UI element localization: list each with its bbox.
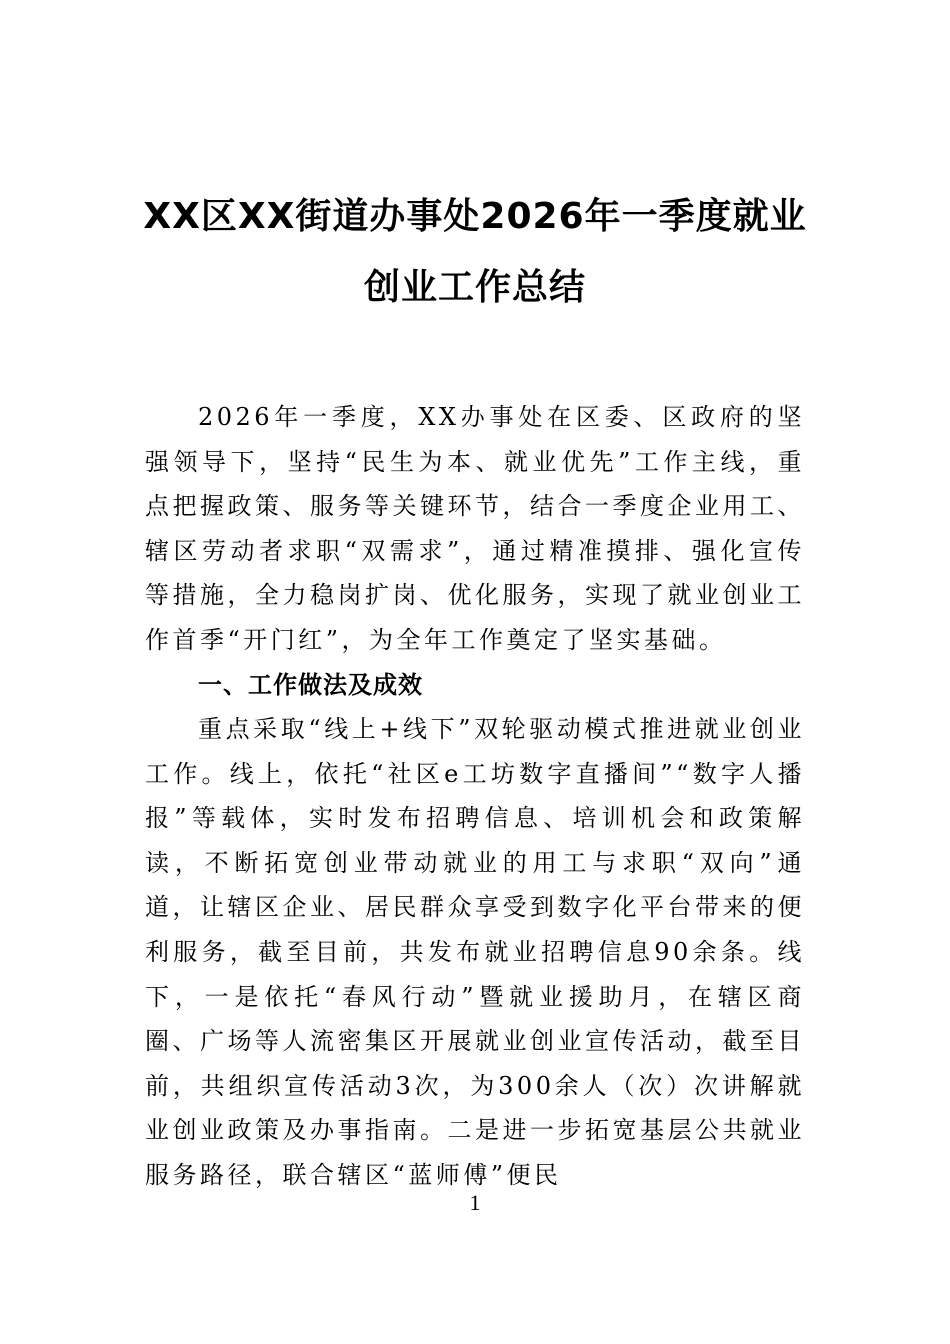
document-title-line-2: 创业工作总结 — [363, 267, 586, 308]
section-heading-1: 一、工作做法及成效 — [198, 671, 423, 699]
document-title-line-1: XX区XX街道办事处2026年一季度就业 — [143, 196, 807, 237]
section-1-paragraph: 重点采取“线上+线下”双轮驱动模式推进就业创业工作。线上，依托“社区e工坊数字直播间”“数字人播报”等载体，实时发布招聘信息、培训机会和政策解读，不断拓宽创业带动就业的用工与求职“双向”通道，让辖区企业、居民群众享受到数字化平台带来的便利服务，截至目前，共发布就业招聘信息90余条。线下，一是依托“春风行动”暨就业援助月，在辖区商圈、广场等人流密集区开展就业创业宣传活动，截至目前，共组织宣传活动3次，为300余人（次）次讲解就业创业政策及办事指南。二是进一步拓宽基层公共就业服务路径，联合辖区“蓝师傅”便民 — [145, 715, 805, 1189]
page-number: 1 — [469, 1190, 481, 1215]
intro-paragraph: 2026年一季度，XX办事处在区委、区政府的坚强领导下，坚持“民生为本、就业优先”工作主线，重点把握政策、服务等关键环节，结合一季度企业用工、辖区劳动者求职“双需求”，通过精准摸排、强化宣传等措施，全力稳岗扩岗、优化服务，实现了就业创业工作首季“开门红”，为全年工作奠定了坚实基础。 — [145, 403, 805, 654]
